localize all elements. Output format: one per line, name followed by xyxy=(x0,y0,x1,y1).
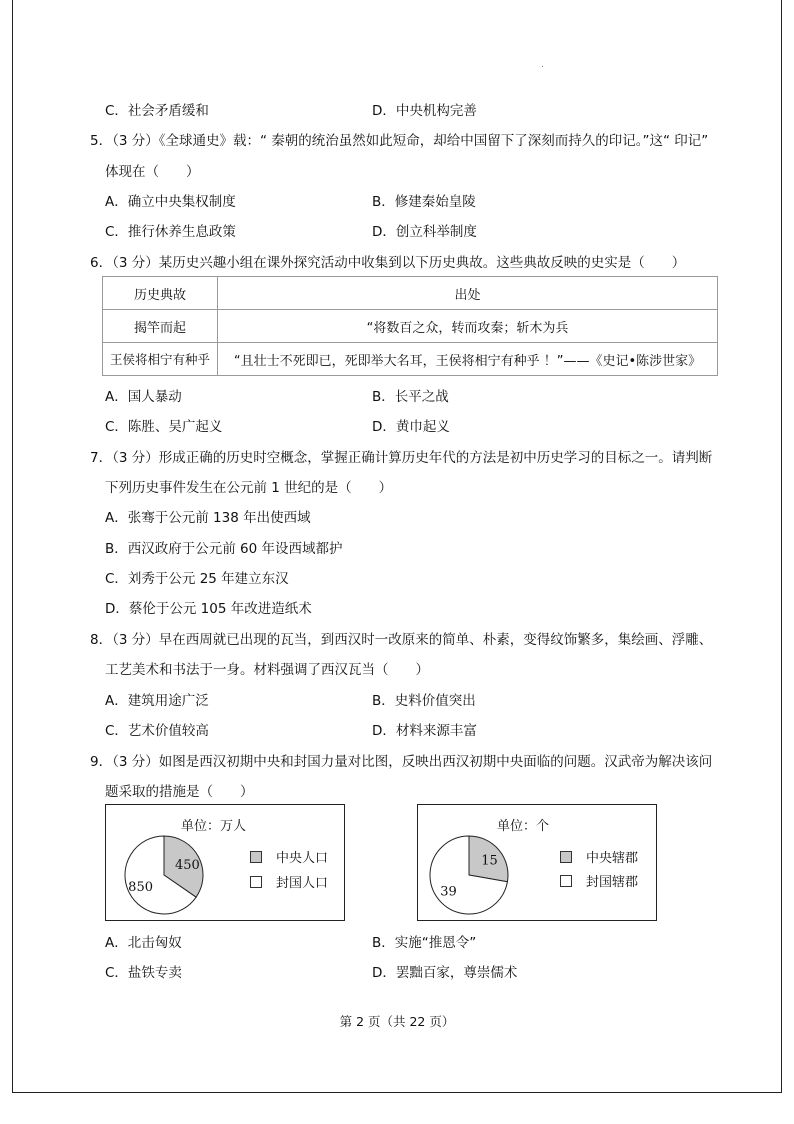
q6-source-table xyxy=(102,276,718,376)
q8-option-b: B．史料价值突出 xyxy=(372,693,476,709)
q8-stem-line1: 8．（3 分）早在西周就已出现的瓦当，到西汉时一改原来的简单、朴素，变得纹饰繁多，集绘画、浮雕、 xyxy=(90,632,713,648)
q9-option-a: A．北击匈奴 xyxy=(105,935,182,951)
chart-unit-label: 单位：个 xyxy=(497,819,550,834)
table-cell: “将数百之众，转而攻秦；斩木为兵 xyxy=(218,310,718,343)
q7-option-c: C．刘秀于公元 25 年建立东汉 xyxy=(105,571,289,587)
q4-option-c: C．社会矛盾缓和 xyxy=(105,103,209,119)
table-cell: “且壮士不死即已，死即举大名耳，王侯将相宁有种乎 ！”——《史记•陈涉世家》 xyxy=(218,343,718,376)
legend-swatch-gray xyxy=(560,851,572,863)
table-header-cell: 历史典故 xyxy=(103,277,218,310)
legend-central-commanderies xyxy=(560,847,638,866)
q5-stem-line1: 5．（3 分）《全球通史》载：“ 秦朝的统治虽然如此短命，却给中国留下了深刻而持久的印记。”这“ 印记” xyxy=(90,133,709,149)
population-pie-chart xyxy=(105,804,345,921)
legend-swatch-white xyxy=(560,875,572,887)
commandery-pie-chart xyxy=(417,804,657,921)
pie-data-label: 450 xyxy=(174,857,200,873)
q6-option-c: C．陈胜、吴广起义 xyxy=(105,419,223,435)
page-footer: 第 2 页（共 22 页） xyxy=(339,1014,455,1029)
legend-central-population xyxy=(250,847,328,866)
q5-option-a: A．确立中央集权制度 xyxy=(105,194,236,210)
q8-stem-line2: 工艺美术和书法于一身。材料强调了西汉瓦当（ ） xyxy=(105,662,429,678)
q8-option-d: D．材料来源丰富 xyxy=(372,723,477,739)
chart-unit-label: 单位：万人 xyxy=(181,819,247,834)
q7-option-a: A．张骞于公元前 138 年出使西域 xyxy=(105,510,311,526)
q5-option-b: B．修建秦始皇陵 xyxy=(372,194,476,210)
q6-option-b: B．长平之战 xyxy=(372,389,449,405)
pie-data-label: 15 xyxy=(481,853,498,869)
q7-stem-line2: 下列历史事件发生在公元前 1 世纪的是（ ） xyxy=(105,480,393,496)
legend-label: 封国人口 xyxy=(276,876,329,891)
legend-label: 封国辖郡 xyxy=(586,875,639,890)
table-row xyxy=(103,310,718,343)
legend-label: 中央人口 xyxy=(276,851,329,866)
q7-stem-line1: 7．（3 分）形成正确的历史时空概念，掌握正确计算历史年代的方法是初中历史学习的目标之一。请判断 xyxy=(90,450,713,466)
scan-dot: . xyxy=(541,60,544,70)
legend-feudal-population xyxy=(250,872,328,891)
q4-option-d: D．中央机构完善 xyxy=(372,103,477,119)
q8-option-c: C．艺术价值较高 xyxy=(105,723,209,739)
q5-option-d: D．创立科举制度 xyxy=(372,224,477,240)
q5-stem-line2: 体现在（ ） xyxy=(105,164,200,180)
table-cell: 王侯将相宁有种乎 xyxy=(103,343,218,376)
q8-option-a: A．建筑用途广泛 xyxy=(105,693,209,709)
q9-stem-line1: 9．（3 分）如图是西汉初期中央和封国力量对比图，反映出西汉初期中央面临的问题。汉武帝为解决该问 xyxy=(90,754,713,770)
table-header-cell: 出处 xyxy=(218,277,718,310)
q6-stem: 6．（3 分）某历史兴趣小组在课外探究活动中收集到以下历史典故。这些典故反映的史实是（ ） xyxy=(90,255,686,271)
q6-option-a: A．国人暴动 xyxy=(105,389,182,405)
q9-option-b: B．实施“推恩令” xyxy=(372,935,477,951)
pie-data-label: 850 xyxy=(128,880,154,896)
legend-swatch-gray xyxy=(250,851,262,863)
q7-option-d: D．蔡伦于公元 105 年改进造纸术 xyxy=(105,601,312,617)
table-cell: 揭竿而起 xyxy=(103,310,218,343)
legend-label: 中央辖郡 xyxy=(586,851,639,866)
table-row xyxy=(103,343,718,376)
pie-data-label: 39 xyxy=(440,884,457,900)
legend-swatch-white xyxy=(250,876,262,888)
q9-option-c: C．盐铁专卖 xyxy=(105,965,182,981)
q5-option-c: C．推行休养生息政策 xyxy=(105,224,236,240)
q6-option-d: D．黄巾起义 xyxy=(372,419,450,435)
q7-option-b: B．西汉政府于公元前 60 年设西域都护 xyxy=(105,541,343,557)
q9-option-d: D．罢黜百家，尊崇儒术 xyxy=(372,965,518,981)
table-header-row xyxy=(103,277,718,310)
q9-stem-line2: 题采取的措施是（ ） xyxy=(105,784,254,800)
legend-feudal-commanderies xyxy=(560,871,638,890)
